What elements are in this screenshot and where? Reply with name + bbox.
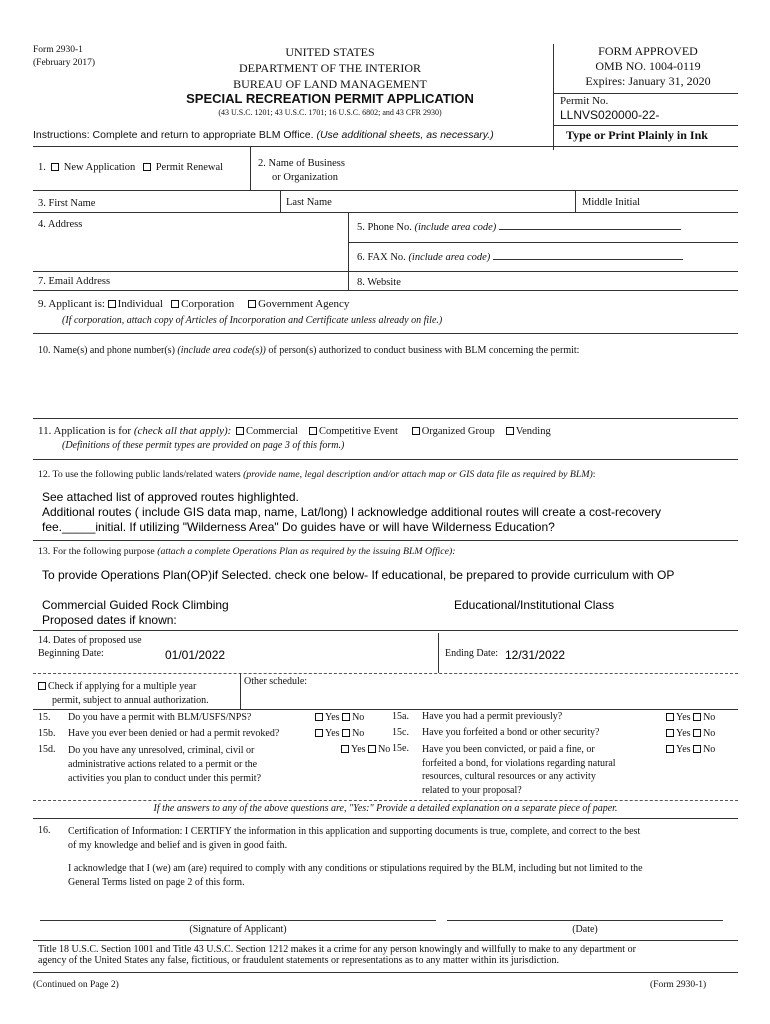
q15-no-label: No — [352, 712, 365, 723]
acknowledgement-line-2: General Terms listed on page 2 of this form. — [68, 877, 245, 888]
q15a-number: 15a. — [392, 711, 409, 722]
government-agency-label: Government Agency — [258, 298, 350, 310]
q15a-yes-checkbox[interactable] — [666, 713, 674, 721]
q15c-yes-label: Yes — [676, 728, 691, 739]
purpose-answer-2a[interactable]: Commercial Guided Rock Climbing — [42, 598, 229, 612]
q15e-number: 15e. — [392, 743, 409, 754]
organized-group-label: Organized Group — [421, 426, 495, 437]
form-approved: FORM APPROVED — [598, 44, 698, 58]
q15-yes-label: Yes — [325, 712, 340, 723]
acknowledgement-line-1: I acknowledge that I (we) am (are) required to comply with any conditions or stipulations required by the BLM, including but not limited to the — [68, 863, 643, 874]
q15d-yes-label: Yes — [351, 744, 366, 755]
permit-renewal-checkbox[interactable] — [143, 163, 151, 171]
q15b-number: 15b. — [38, 728, 56, 739]
dates-label — [38, 634, 142, 660]
public-lands-label-text: 12. To use the following public lands/related waters — [38, 469, 241, 480]
q15d-no-label: No — [378, 744, 391, 755]
purpose-answer-3[interactable]: Proposed dates if known: — [42, 613, 177, 627]
competitive-event-checkbox[interactable] — [309, 427, 317, 435]
acknowledgement-text — [68, 862, 643, 890]
q15d-text — [68, 744, 261, 786]
q15c-number: 15c. — [392, 727, 409, 738]
business-name-line-2: or Organization — [272, 172, 338, 183]
new-application-checkbox[interactable] — [51, 163, 59, 171]
signature-line[interactable] — [40, 920, 436, 921]
public-lands-answer-3: fee._____initial. If utilizing "Wilderness Area" Do guides have or will have Wilderness Education? — [42, 520, 555, 534]
ending-date-label: Ending Date: — [445, 648, 499, 659]
fax-line — [493, 259, 683, 260]
permit-type — [38, 425, 551, 437]
individual-label: Individual — [117, 298, 163, 310]
permit-type-hint: (check all that apply): — [133, 425, 232, 437]
phone-line — [499, 229, 681, 230]
multiple-year-checkbox[interactable] — [38, 682, 46, 690]
q15c-answer — [666, 728, 715, 739]
fax-hint: (include area code) — [408, 252, 491, 263]
website-field[interactable]: 8. Website — [357, 277, 401, 288]
corporation-note: (If corporation, attach copy of Articles of Incorporation and Certificate unless already on file.) — [62, 315, 443, 326]
corporation-label: Corporation — [181, 298, 235, 310]
commercial-label: Commercial — [246, 426, 298, 437]
permit-no-label: Permit No. — [560, 95, 609, 107]
q15e-text-4: related to your proposal? — [422, 784, 522, 796]
permit-type-label: 11. Application is for — [38, 425, 132, 437]
q15e-no-checkbox[interactable] — [693, 745, 701, 753]
instructions — [33, 129, 494, 141]
form-number: Form 2930-1 — [33, 45, 83, 55]
q15e-text — [422, 743, 616, 797]
q15c-no-checkbox[interactable] — [693, 729, 701, 737]
purpose-answer-1[interactable]: To provide Operations Plan(OP)if Selected. check one below- If educational, be prepared to provide curriculum with OP — [42, 568, 675, 582]
date-line[interactable] — [447, 920, 723, 921]
public-lands-colon: : — [592, 469, 596, 480]
q15-yes-checkbox[interactable] — [315, 713, 323, 721]
government-agency-checkbox[interactable] — [248, 300, 256, 308]
q15-no-checkbox[interactable] — [342, 713, 350, 721]
authorized-persons-rest: of person(s) authorized to conduct business with BLM concerning the permit: — [268, 345, 580, 356]
applicant-type-label: 9. Applicant is: — [38, 298, 105, 310]
applicant-type — [38, 298, 349, 310]
address-field[interactable]: 4. Address — [38, 219, 83, 230]
q15a-yes-label: Yes — [676, 712, 691, 723]
other-schedule-field[interactable]: Other schedule: — [244, 676, 308, 687]
item-1-number: 1. — [38, 162, 46, 173]
form-number-block — [33, 44, 95, 70]
purpose-label-text: 13. For the following purpose — [38, 546, 155, 557]
agency-line-2: DEPARTMENT OF THE INTERIOR — [238, 61, 422, 75]
q15d-answer — [341, 744, 390, 755]
purpose-label — [38, 546, 456, 557]
permit-no-value[interactable]: LLNVS020000-22- — [560, 108, 660, 122]
q15-number: 15. — [38, 712, 51, 723]
multiple-year-label-1: Check if applying for a multiple year — [48, 681, 197, 692]
instructions-italic: (Use additional sheets, as necessary.) — [316, 129, 494, 141]
q15a-text: Have you had a permit previously? — [422, 711, 563, 722]
authorized-persons-label: 10. Name(s) and phone number(s) — [38, 345, 175, 356]
q15d-no-checkbox[interactable] — [368, 745, 376, 753]
new-application-label: New Application — [63, 162, 136, 173]
first-name-field[interactable]: 3. First Name — [38, 198, 96, 209]
purpose-answer-2b[interactable]: Educational/Institutional Class — [454, 598, 615, 612]
public-lands-label — [38, 469, 596, 480]
email-field[interactable]: 7. Email Address — [38, 276, 111, 287]
public-lands-answer-1: See attached list of approved routes highlighted. — [42, 490, 299, 504]
q15-answer — [315, 712, 364, 723]
certification-line-2: of my knowledge and belief and is given in good faith. — [68, 840, 288, 851]
fax-field[interactable] — [357, 252, 683, 263]
dates-label-text: 14. Dates of proposed use — [38, 635, 142, 646]
q15e-yes-checkbox[interactable] — [666, 745, 674, 753]
authorized-persons-field[interactable] — [38, 345, 579, 356]
form-date: (February 2017) — [33, 58, 95, 68]
agency-line-3: BUREAU OF LAND MANAGEMENT — [233, 77, 427, 91]
phone-field[interactable] — [357, 222, 681, 233]
q15b-yes-label: Yes — [325, 728, 340, 739]
multiple-year-option — [38, 680, 209, 708]
q15d-text-2: administrative actions related to a permit or the — [68, 759, 258, 770]
individual-checkbox[interactable] — [108, 300, 116, 308]
commercial-checkbox[interactable] — [236, 427, 244, 435]
phone-hint: (include area code) — [414, 222, 497, 233]
expiration-date: Expires: January 31, 2020 — [585, 74, 711, 88]
application-type — [38, 162, 223, 173]
permit-renewal-label: Permit Renewal — [155, 162, 224, 173]
q15a-answer — [666, 712, 715, 723]
q15e-text-3: resources, cultural resources or any activity — [422, 771, 596, 782]
form-title: SPECIAL RECREATION PERMIT APPLICATION — [186, 91, 474, 106]
business-name-label[interactable] — [258, 157, 345, 185]
competitive-event-label: Competitive Event — [318, 426, 398, 437]
agency-line-1: UNITED STATES — [285, 45, 375, 59]
date-label: (Date) — [572, 924, 598, 935]
ending-date-value[interactable]: 12/31/2022 — [505, 648, 566, 662]
certification-text — [68, 825, 640, 853]
business-name-line-1: 2. Name of Business — [258, 158, 345, 169]
corporation-checkbox[interactable] — [171, 300, 179, 308]
form-reference: (Form 2930-1) — [650, 980, 707, 990]
type-print-notice: Type or Print Plainly in Ink — [566, 128, 708, 142]
public-lands-answer[interactable] — [42, 490, 661, 535]
q15c-yes-checkbox[interactable] — [666, 729, 674, 737]
beginning-date-label: Beginning Date: — [38, 648, 104, 659]
certification-line-1: Certification of Information: I CERTIFY the information in this application and supporting documents is true, complete, and correct to the best — [68, 826, 641, 837]
item-16-number: 16. — [38, 825, 51, 836]
yes-answer-note: If the answers to any of the above questions are, "Yes:" Provide a detailed explanation on a separate piece of paper. — [153, 803, 618, 814]
middle-initial-field[interactable]: Middle Initial — [582, 197, 641, 208]
continued-note: (Continued on Page 2) — [33, 980, 119, 990]
authorized-persons-hint: (include area code(s)) — [177, 345, 266, 356]
q15a-no-checkbox[interactable] — [693, 713, 701, 721]
q15e-yes-label: Yes — [676, 744, 691, 755]
beginning-date-value[interactable]: 01/01/2022 — [165, 648, 226, 662]
q15c-text: Have you forfeited a bond or other security? — [422, 727, 600, 738]
legal-notice — [38, 944, 636, 966]
vending-checkbox[interactable] — [506, 427, 514, 435]
q15b-no-checkbox[interactable] — [342, 729, 350, 737]
fax-label: 6. FAX No. — [357, 252, 406, 263]
instructions-text: Instructions: Complete and return to appropriate BLM Office. — [33, 129, 314, 141]
q15b-no-label: No — [352, 728, 365, 739]
public-lands-hint: (provide name, legal description and/or attach map or GIS data file as required by BLM) — [243, 469, 593, 480]
citation: (43 U.S.C. 1201; 43 U.S.C. 1701; 16 U.S.C. 6802; and 43 CFR 2930) — [218, 108, 442, 117]
q15e-text-2: forfeited a bond, for violations regarding natural — [422, 757, 616, 769]
last-name-field[interactable]: Last Name — [286, 197, 332, 208]
q15d-text-1: Do you have any unresolved, criminal, civil or — [68, 745, 255, 756]
q15b-yes-checkbox[interactable] — [315, 729, 323, 737]
q15d-number: 15d. — [38, 744, 56, 755]
q15b-text: Have you ever been denied or had a permit revoked? — [68, 728, 280, 739]
omb-number: OMB NO. 1004-0119 — [595, 59, 701, 73]
q15e-no-label: No — [703, 744, 716, 755]
organized-group-checkbox[interactable] — [412, 427, 420, 435]
public-lands-answer-2: Additional routes ( include GIS data map, name, Lat/long) I acknowledge additional routes will create a cost-recovery — [42, 505, 661, 519]
q15d-text-3: activities you plan to conduct under this permit? — [68, 773, 262, 784]
q15e-answer — [666, 744, 715, 755]
q15c-no-label: No — [703, 728, 716, 739]
vending-label: Vending — [515, 426, 551, 437]
purpose-hint: (attach a complete Operations Plan as required by the issuing BLM Office): — [157, 546, 456, 557]
permit-type-note: (Definitions of these permit types are provided on page 3 of this form.) — [62, 440, 345, 451]
q15a-no-label: No — [703, 712, 716, 723]
phone-label: 5. Phone No. — [357, 222, 412, 233]
legal-notice-line-1: Title 18 U.S.C. Section 1001 and Title 43 U.S.C. Section 1212 makes it a crime for any person knowingly and willfully to make to any department or — [38, 944, 636, 955]
agency-block — [160, 44, 500, 92]
q15b-answer — [315, 728, 364, 739]
q15-text: Do you have a permit with BLM/USFS/NPS? — [68, 712, 252, 723]
legal-notice-line-2: agency of the United States any false, fictitious, or fraudulent statements or representations as to any matter within its jurisdiction. — [38, 955, 559, 966]
multiple-year-label-2: permit, subject to annual authorization. — [52, 695, 209, 706]
q15d-yes-checkbox[interactable] — [341, 745, 349, 753]
signature-label: (Signature of Applicant) — [189, 924, 287, 935]
q15e-text-1: Have you been convicted, or paid a fine, or — [422, 744, 595, 755]
approval-block — [558, 44, 738, 89]
